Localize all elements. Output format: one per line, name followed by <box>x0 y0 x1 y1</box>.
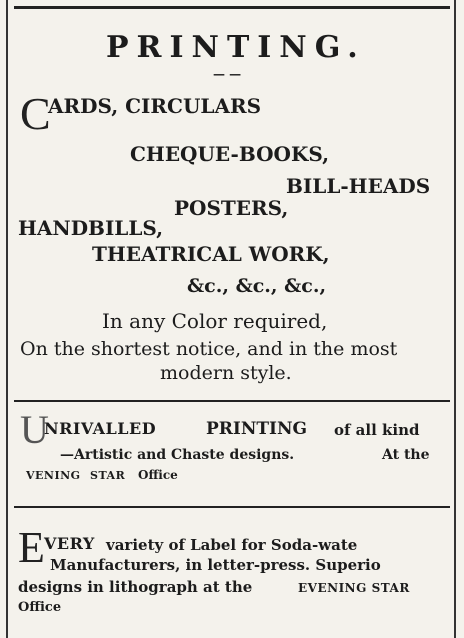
ad-line-evening: VENING <box>26 469 81 482</box>
title-ornament: — — <box>213 67 242 81</box>
drop-initial-e: E <box>18 523 45 572</box>
ad-line-unrivalled: NRIVALLED <box>44 419 157 438</box>
ad-line-etc: &c., &c., &c., <box>187 275 327 297</box>
right-column-rule <box>454 0 456 638</box>
ad-line-office: Office <box>138 468 178 482</box>
section-divider-2 <box>14 506 450 508</box>
left-column-rule <box>6 0 8 638</box>
ad-line-theatrical-work: THEATRICAL WORK, <box>92 242 330 266</box>
ad-line-handbills: HANDBILLS, <box>18 216 164 240</box>
ad-line-office-final: Office <box>18 600 62 615</box>
section-divider-1 <box>14 400 450 402</box>
drop-initial-u: U <box>20 407 49 452</box>
ad-line-every: VERY <box>44 534 95 553</box>
ad-line-evening-star: EVENING STAR <box>298 581 410 595</box>
ad-line-bill-heads: BILL-HEADS <box>286 174 431 198</box>
ad-line-shortest-notice: On the shortest notice, and in the most <box>20 338 398 360</box>
ad-line-any-color: In any Color required, <box>102 309 328 333</box>
ad-line-cards: ARDS, CIRCULARS <box>48 94 262 118</box>
ad-line-at-the: At the <box>382 447 430 463</box>
ad-line-modern-style: modern style. <box>160 362 292 384</box>
ad-line-cheque-books: CHEQUE-BOOKS, <box>130 142 330 166</box>
ad-line-star: STAR <box>90 469 126 482</box>
page-title: PRINTING. <box>106 30 366 65</box>
top-rule <box>14 6 450 9</box>
ad-line-variety: variety of Label for Soda-wate <box>106 536 358 554</box>
ad-line-artistic: —Artistic and Chaste designs. <box>60 447 295 463</box>
ad-line-posters: POSTERS, <box>174 196 289 220</box>
drop-initial-c: C <box>20 88 51 139</box>
ad-line-printing-word: PRINTING <box>206 419 308 439</box>
ad-line-of-all-kind: of all kind <box>334 421 420 439</box>
ad-line-manufacturers: Manufacturers, in letter-press. Superio <box>50 556 381 574</box>
ad-line-designs: designs in lithograph at the <box>18 578 253 596</box>
